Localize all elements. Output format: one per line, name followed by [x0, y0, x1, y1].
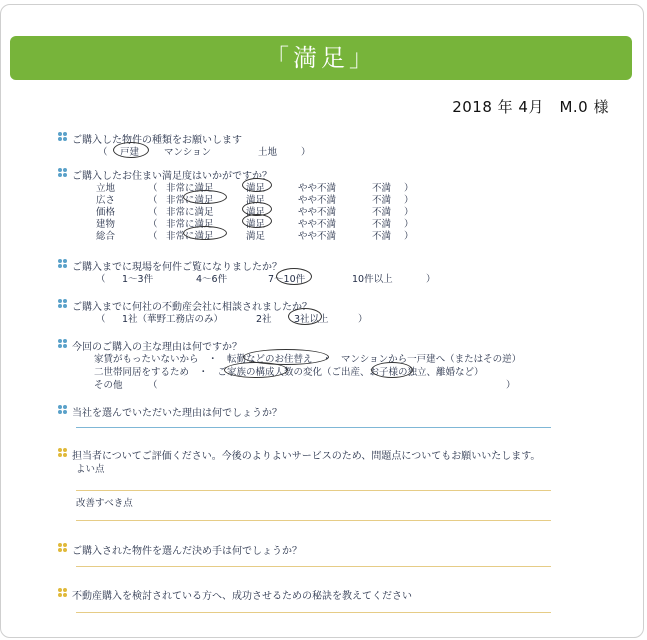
answer-circle: [288, 308, 322, 325]
satisfaction-o3: やや不満: [298, 195, 337, 206]
answer-circle: [242, 178, 272, 192]
answer-line: [76, 490, 551, 491]
answer-line: [76, 520, 551, 521]
bullet-dots-icon: [58, 259, 68, 269]
q3-options: （ 1～3件 4～6件 7～10件 10件以上 ）: [96, 271, 436, 285]
question-property-type: ご購入した物件の種類をお願いします: [60, 131, 242, 146]
q4-options: （ 1社（華野工務店のみ） 2社 3社以上 ）: [96, 311, 376, 325]
satisfaction-o3: やや不満: [298, 231, 337, 242]
bullet-dots-icon: [58, 132, 68, 142]
satisfaction-o1: 非常に満足: [166, 219, 214, 230]
question-advice: 不動産購入を検討されている方へ、成功させるための秘訣を教えてください: [60, 587, 412, 602]
satisfaction-o1: 非常に満足: [166, 195, 214, 206]
question-reason: 今回のご購入の主な理由は何ですか？: [60, 338, 242, 353]
option-detached-house: 戸建: [120, 147, 140, 158]
satisfaction-o4: 不満: [372, 207, 392, 218]
satisfaction-close: ）: [404, 207, 414, 218]
question-satisfaction: ご購入したお住まい満足度はいかがですか？: [60, 167, 272, 182]
reason-line-3: その他 （ ）: [94, 380, 516, 391]
answer-circle: [113, 142, 149, 158]
satisfaction-o3: やや不満: [298, 183, 337, 194]
satisfaction-o1: 非常に満足: [166, 231, 214, 242]
satisfaction-o2: 満足: [246, 207, 266, 218]
bullet-dots-icon: [58, 543, 68, 553]
question-deciding-factor: ご購入された物件を選んだ決め手は何でしょうか？: [60, 542, 302, 557]
answer-circle: [183, 226, 227, 240]
satisfaction-o1: 非常に満足: [166, 207, 214, 218]
bullet-dots-icon: [58, 588, 68, 598]
satisfaction-o3: やや不満: [298, 207, 337, 218]
satisfaction-o1: 非常に満足: [166, 183, 214, 194]
satisfaction-row: [0, 192, 430, 204]
answer-circle: [242, 214, 272, 228]
satisfaction-o4: 不満: [372, 219, 392, 230]
improvement-label: 改善すべき点: [76, 498, 133, 509]
satisfaction-o4: 不満: [372, 183, 392, 194]
answer-circle: [276, 268, 312, 285]
satisfaction-o2: 満足: [246, 231, 266, 242]
satisfaction-label: 広さ: [96, 195, 116, 206]
question-viewings: ご購入までに現場を何件ご覧になりましたか？: [60, 258, 282, 273]
satisfaction-close: ）: [404, 183, 414, 194]
satisfaction-close: ）: [404, 195, 414, 206]
answer-circle: [371, 362, 413, 378]
satisfaction-close: ）: [404, 219, 414, 230]
satisfaction-open: （: [148, 207, 158, 218]
satisfaction-label: 立地: [96, 183, 116, 194]
satisfaction-row: [0, 204, 430, 216]
bullet-dots-icon: [58, 405, 68, 415]
survey-date: 2018 年 4月 M.0 様: [452, 98, 609, 116]
satisfaction-open: （: [148, 231, 158, 242]
satisfaction-open: （: [148, 195, 158, 206]
answer-circle: [224, 362, 288, 378]
page-title: 「満足」: [10, 36, 632, 80]
bullet-dots-icon: [58, 299, 68, 309]
bullet-dots-icon: [58, 168, 68, 178]
reason-line-2: 二世帯同居をするため ・ ご家族の構成人数の変化（ご出産、お子様の独立、離婚など）: [94, 367, 484, 378]
satisfaction-label: 価格: [96, 207, 116, 218]
satisfaction-o3: やや不満: [298, 219, 337, 230]
bullet-dots-icon: [58, 339, 68, 349]
satisfaction-o2: 満足: [246, 219, 266, 230]
question-why-us: 当社を選んでいただいた理由は何でしょうか？: [60, 404, 282, 419]
answer-line: [76, 427, 551, 428]
satisfaction-close: ）: [404, 231, 414, 242]
q1-options: （ 戸建 マンション 土地 ）: [98, 144, 328, 158]
answer-circle: [183, 190, 227, 204]
satisfaction-row: [0, 228, 430, 240]
satisfaction-o4: 不満: [372, 231, 392, 242]
question-agencies: ご購入までに何社の不動産会社に相談されましたか？: [60, 298, 312, 313]
satisfaction-o2: 満足: [246, 183, 266, 194]
answer-line: [76, 612, 551, 613]
good-points-label: よい点: [76, 464, 105, 475]
satisfaction-o2: 満足: [246, 195, 266, 206]
bullet-dots-icon: [58, 448, 68, 458]
satisfaction-open: （: [148, 183, 158, 194]
reason-line-1: 家賃がもったいないから ・ 転勤などのお住替え ・ マンションから一戸建へ（またはその逆）: [94, 354, 522, 365]
question-staff-evaluation: 担当者についてご評価ください。今後のよりよいサービスのため、問題点についてもお願いいたします。: [60, 447, 540, 462]
satisfaction-label: 総合: [96, 231, 116, 242]
satisfaction-o4: 不満: [372, 195, 392, 206]
satisfaction-open: （: [148, 219, 158, 230]
satisfaction-label: 建物: [96, 219, 116, 230]
answer-line: [76, 566, 551, 567]
